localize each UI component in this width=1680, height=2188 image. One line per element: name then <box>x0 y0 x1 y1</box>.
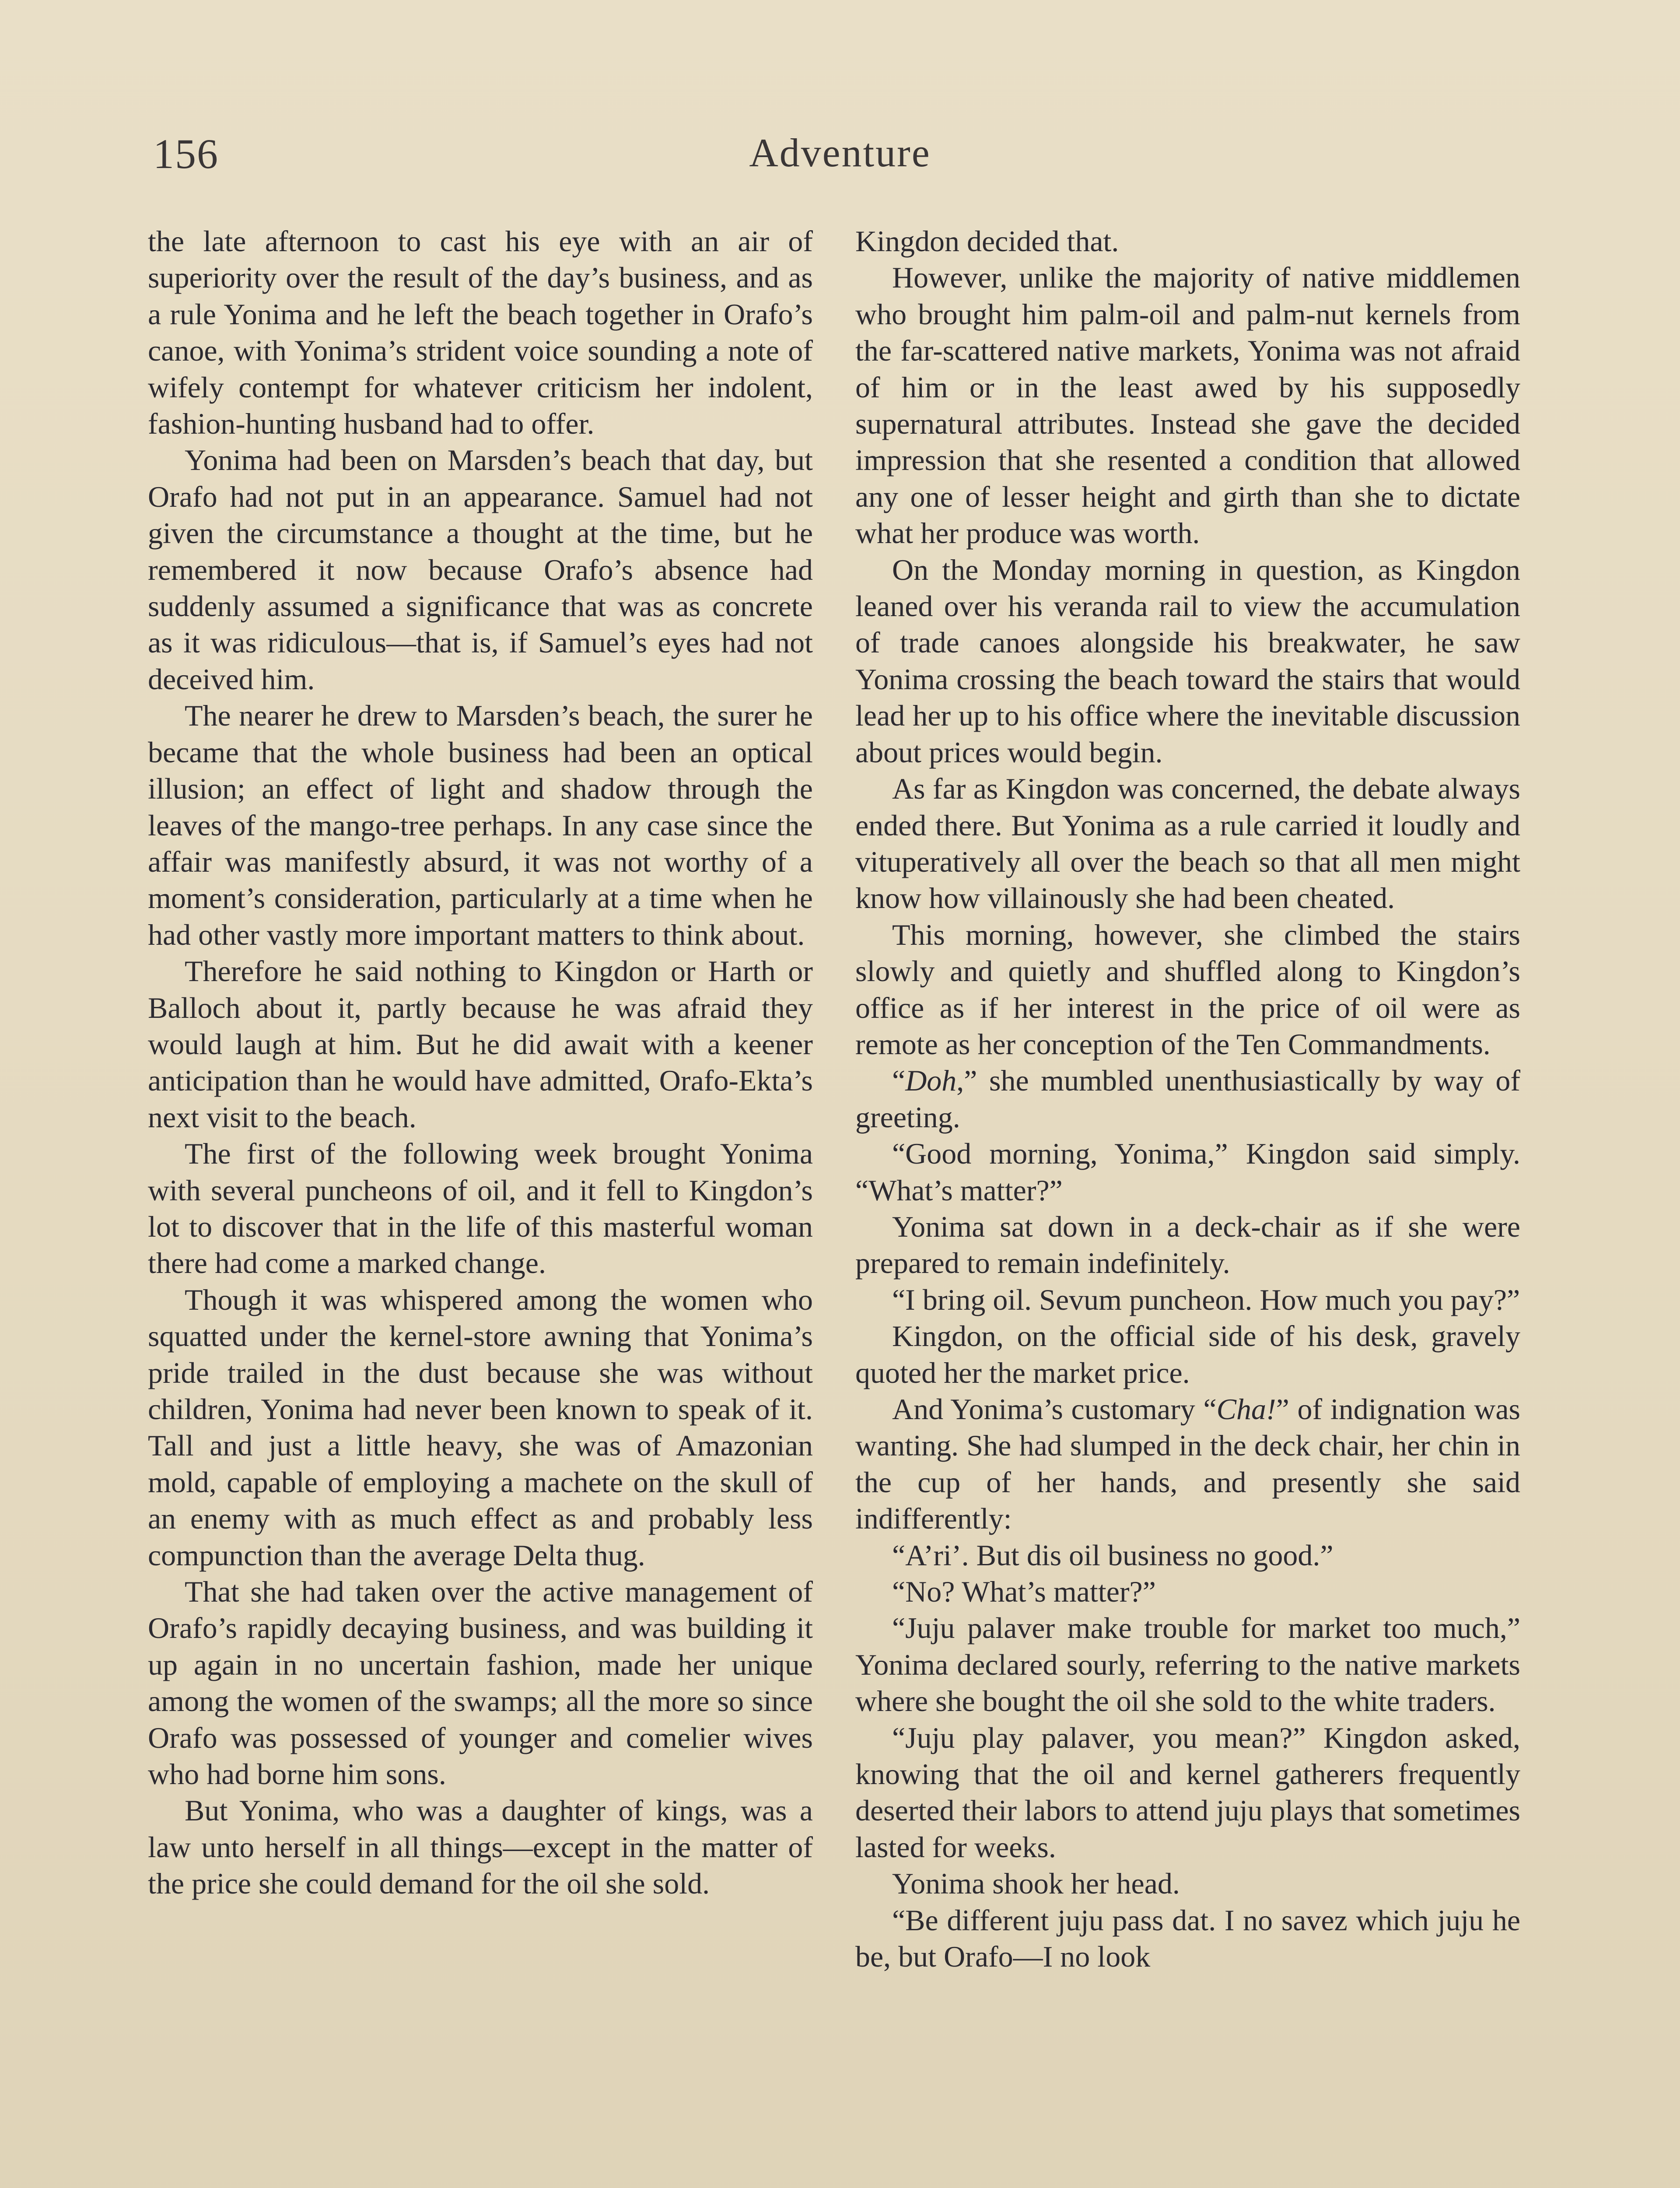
paragraph: Kingdon, on the official side of his desk, gravely quoted her the market price. <box>855 1319 1520 1389</box>
left-column <box>148 223 813 1902</box>
italic-word: Doh <box>905 1064 957 1098</box>
paragraph-text: And Yonima’s customary “ <box>892 1392 1217 1426</box>
paragraph: the late afternoon to cast his eye with an air of superiority over the result of the day’s business, and as a rule Yonima and he left the beach together in Orafo’s canoe, with Yonima’s strident voice sounding a note of wifely contempt for whatever criticism her indolent, fashion-hunting husband had to offer. <box>148 224 813 441</box>
paragraph: This morning, however, she climbed the stairs slowly and quietly and shuffled along to Kingdon’s office as if her interest in the price of oil were as remote as her conception of the Ten Commandments. <box>855 918 1520 1061</box>
paragraph: However, unlike the majority of native middlemen who brought him palm-oil and palm-nut kernels from the far-scattered native markets, Yonima was not afraid of him or in the least awed by his supposedly supernatural attributes. Instead she gave the decided impression that she resented a condition that allowed any one of lesser height and girth than she to dictate what her produce was worth. <box>855 261 1520 550</box>
paragraph: Though it was whispered among the women who squatted under the kernel-store awning that Yonima’s pride trailed in the dust because she was without children, Yonima had never been known to speak of it. Tall and just a little heavy, she was of Amazonian mold, capable of employing a machete on the skull of an enemy with as much effect as and probably less compunction than the average Delta thug. <box>148 1283 813 1572</box>
paragraph: “Be different juju pass dat. I no savez which juju he be, but Orafo—I no look <box>855 1903 1520 1974</box>
paragraph: “Juju palaver make trouble for market too much,” Yonima declared sourly, referring to the native markets where she bought the oil she sold to the white traders. <box>855 1611 1520 1718</box>
paragraph: “No? What’s matter?” <box>892 1575 1156 1609</box>
paragraph: But Yonima, who was a daughter of kings, was a law unto herself in all things—except in the matter of the price she could demand for the oil she sold. <box>148 1794 813 1900</box>
paragraph: That she had taken over the active management of Orafo’s rapidly decaying business, and was building it up again in no uncertain fashion, made her unique among the women of the swamps; all the more so since Orafo was possessed of younger and comelier wives who had borne him sons. <box>148 1575 813 1791</box>
paragraph: The first of the following week brought Yonima with several puncheons of oil, and it fell to Kingdon’s lot to discover that in the life of this masterful woman there had come a marked change. <box>148 1137 813 1280</box>
paragraph: Yonima had been on Marsden’s beach that day, but Orafo had not put in an appearance. Samuel had not given the circumstance a thought at the time, but he remembered it now because Orafo’s absence had suddenly assumed a significance that was as concrete as it was ridiculous—that is, if Samuel’s eyes had not deceived him. <box>148 443 813 696</box>
paragraph: “I bring oil. Sevum puncheon. How much you pay?” <box>892 1283 1520 1316</box>
paragraph-text: ” of indignation was wanting. She had slumped in the deck chair, her chin in the cup of her hands, and presently she said indifferently: <box>855 1392 1520 1536</box>
paragraph: “A’ri’. But dis oil business no good.” <box>892 1538 1334 1572</box>
paragraph: Kingdon decided that. <box>855 224 1119 258</box>
italic-word: Cha! <box>1216 1392 1276 1426</box>
paragraph: The nearer he drew to Marsden’s beach, the surer he became that the whole business had been an optical illusion; an effect of light and shadow through the leaves of the mango-tree perhaps. In any case since the affair was manifestly absurd, it was not worthy of a moment’s consideration, particularly at a time when he had other vastly more important matters to think about. <box>148 699 813 951</box>
paragraph-text: ,” she mumbled unenthusiastically by way of greeting. <box>855 1064 1520 1134</box>
paragraph: Therefore he said nothing to Kingdon or Harth or Balloch about it, partly because he was afraid they would laugh at him. But he did await with a keener anticipation than he would have admitted, Orafo-Ekta’s next visit to the beach. <box>148 954 813 1134</box>
paragraph: “Doh,” she mumbled unenthusiastically by way of greeting. <box>855 1064 1520 1134</box>
page-number: 156 <box>153 130 219 177</box>
paragraph <box>855 1391 1520 1537</box>
paragraph: “Juju play palaver, you mean?” Kingdon asked, knowing that the oil and kernel gatherers frequently deserted their labors to attend juju plays that sometimes lasted for weeks. <box>855 1721 1520 1864</box>
right-column <box>855 223 1520 1975</box>
paragraph: Yonima sat down in a deck-chair as if she were prepared to remain indefinitely. <box>855 1210 1520 1280</box>
paragraph: As far as Kingdon was concerned, the debate always ended there. But Yonima as a rule carried it loudly and vituperatively all over the beach so that all men might know how villainously she had been cheated. <box>855 772 1520 915</box>
running-title: Adventure <box>749 130 931 175</box>
paragraph: “Good morning, Yonima,” Kingdon said simply. “What’s matter?” <box>855 1137 1520 1207</box>
paragraph: Yonima shook her head. <box>892 1867 1180 1900</box>
paragraph: On the Monday morning in question, as Kingdon leaned over his veranda rail to view the accumulation of trade canoes alongside his breakwater, he saw Yonima crossing the beach toward the stairs that would lead her up to his office where the inevitable discussion about prices would begin. <box>855 553 1520 769</box>
